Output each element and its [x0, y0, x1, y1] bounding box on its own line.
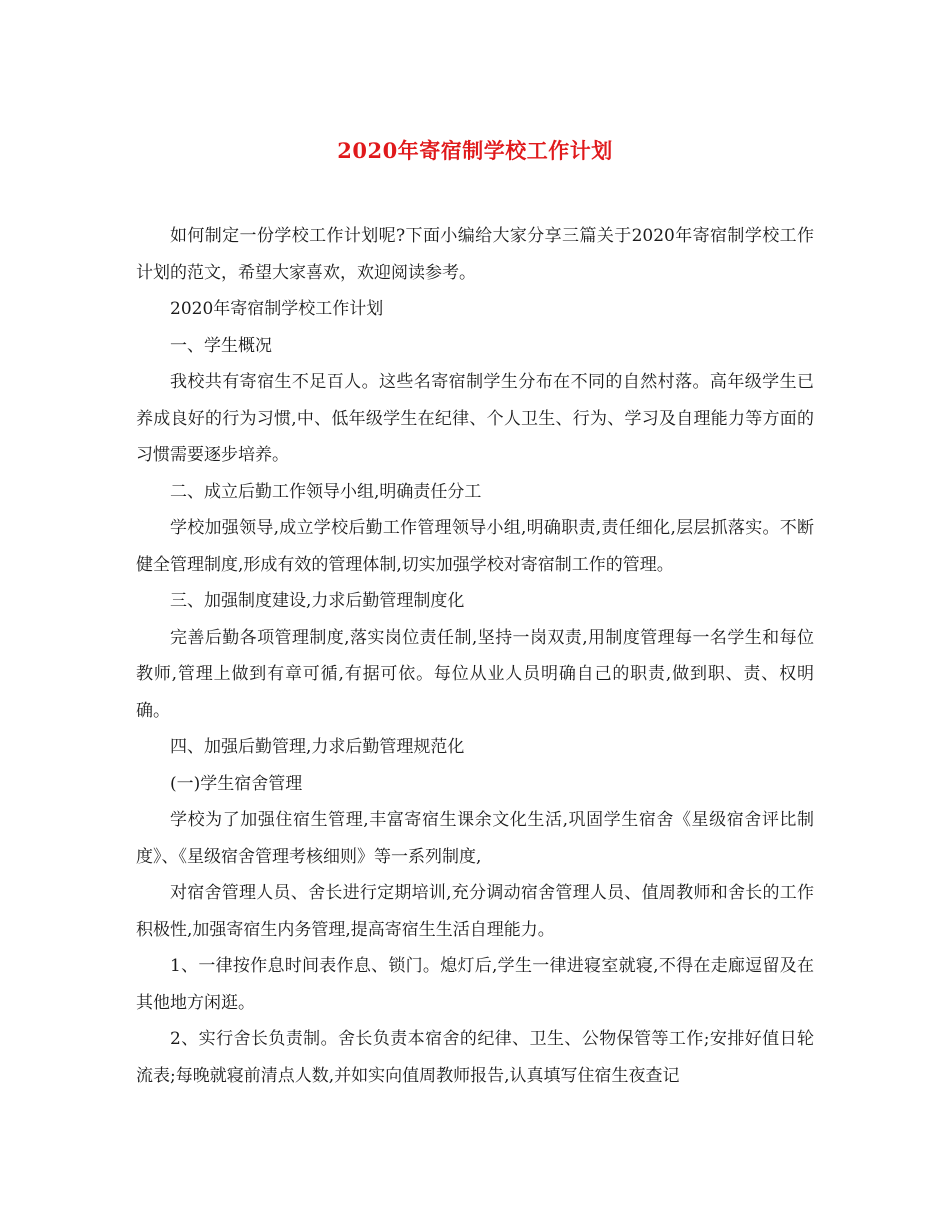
subsection-heading: (一)学生宿舍管理 — [170, 773, 303, 794]
plan-heading: 2020年寄宿制学校工作计划 — [170, 299, 384, 319]
rule-item-1: 1、一律按作息时间表作息、锁门。熄灯后,学生一律进寝室就寝,不得在走廊逗留及在其他地方闲逛。 — [136, 956, 814, 1013]
document-title: 2020年寄宿制学校工作计划 — [337, 138, 613, 163]
rule-item-2: 2、实行舍长负责制。舍长负责本宿舍的纪律、卫生、公物保管等工作;安排好值日轮流表;每晚就寝前清点人数,并如实向值周教师报告,认真填写住宿生夜查记 — [136, 1029, 814, 1086]
section-heading-3: 三、加强制度建设,力求后勤管理制度化 — [170, 591, 465, 611]
section-paragraph-3: 完善后勤各项管理制度,落实岗位责任制,坚持一岗双责,用制度管理每一名学生和每位教师,管理上做到有章可循,有据可依。每位从业人员明确自己的职责,做到职、责、权明确。 — [136, 627, 814, 721]
document-body — [136, 218, 814, 1094]
subsection-paragraph-1: 学校为了加强住宿生管理,丰富寄宿生课余文化生活,巩固学生宿舍《星级宿舍评比制度》、《星级宿舍管理考核细则》等一系列制度, — [136, 810, 814, 867]
section-heading-4: 四、加强后勤管理,力求后勤管理规范化 — [170, 737, 465, 757]
section-heading-2: 二、成立后勤工作领导小组,明确责任分工 — [170, 481, 482, 502]
section-heading-1: 一、学生概况 — [170, 335, 272, 356]
section-paragraph-1: 我校共有寄宿生不足百人。这些名寄宿制学生分布在不同的自然村落。高年级学生已养成良好的行为习惯,中、低年级学生在纪律、个人卫生、行为、学习及自理能力等方面的习惯需要逐步培养。 — [136, 372, 814, 465]
intro-paragraph: 如何制定一份学校工作计划呢?下面小编给大家分享三篇关于2020年寄宿制学校工作计划的范文，希望大家喜欢，欢迎阅读参考。 — [136, 226, 814, 283]
section-paragraph-2: 学校加强领导,成立学校后勤工作管理领导小组,明确职责,责任细化,层层抓落实。不断健全管理制度,形成有效的管理体制,切实加强学校对寄宿制工作的管理。 — [136, 518, 814, 575]
subsection-paragraph-2: 对宿舍管理人员、舍长进行定期培训,充分调动宿舍管理人员、值周教师和舍长的工作积极性,加强寄宿生内务管理,提高寄宿生生活自理能力。 — [136, 883, 814, 940]
